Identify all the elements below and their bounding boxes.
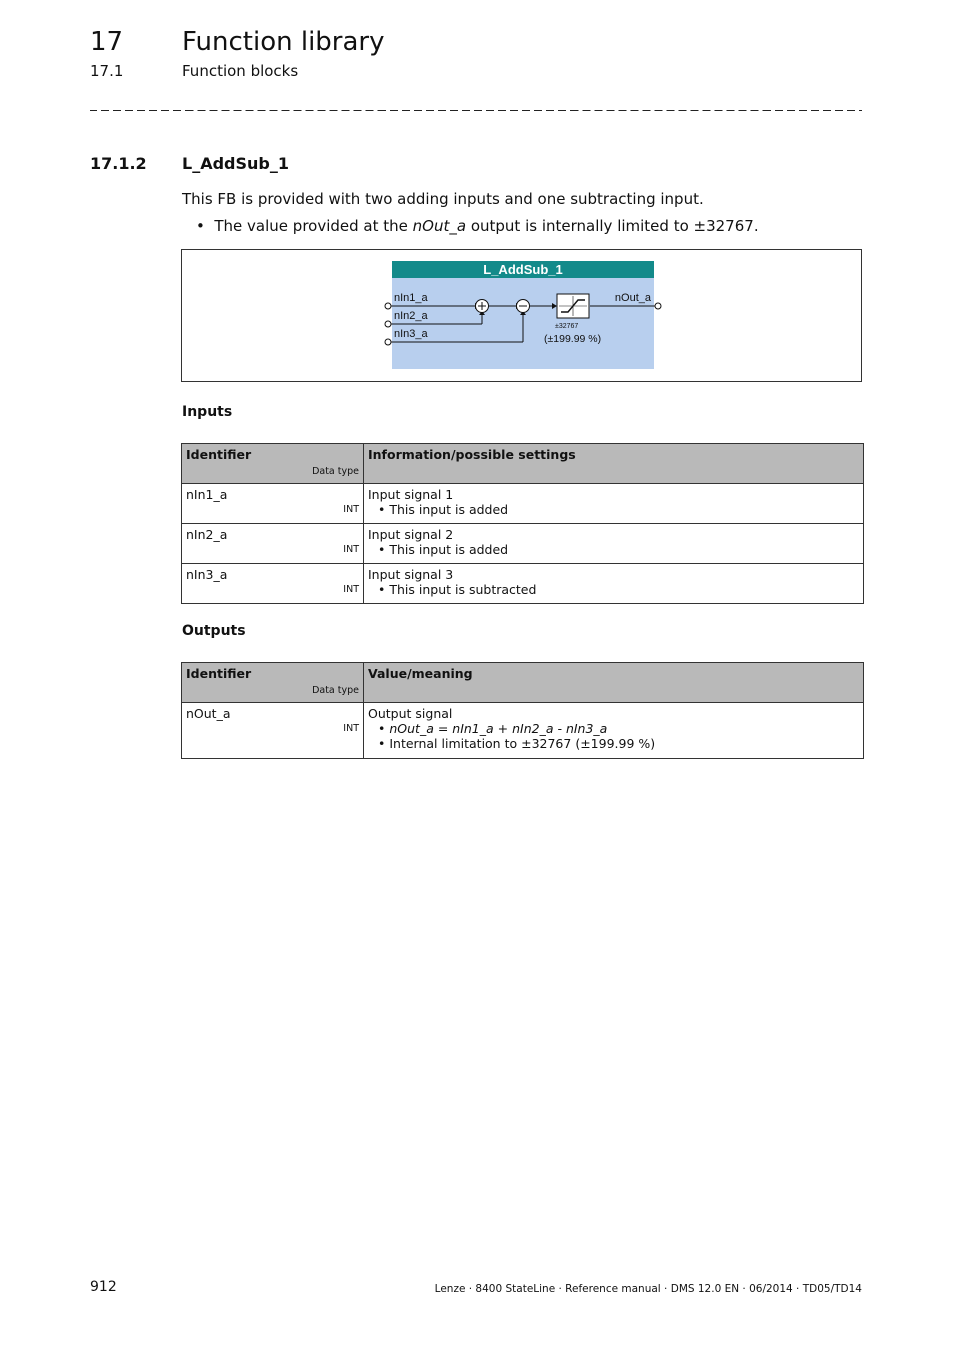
input-label-1: nIn1_a <box>394 292 428 304</box>
info-bullet: • This input is added <box>378 542 509 557</box>
identifier: nIn1_a <box>186 487 228 502</box>
input-label-2: nIn2_a <box>394 310 428 322</box>
input-pin-2 <box>385 321 391 327</box>
info-text: Input signal 2 <box>368 527 454 542</box>
page-number: 912 <box>90 1279 117 1295</box>
datatype: INT <box>343 504 359 515</box>
info-text: Input signal 3 <box>368 567 454 582</box>
section-number: 17.1 <box>90 62 124 80</box>
col-identifier-label: Identifier <box>186 666 252 681</box>
info-bullet: • This input is subtracted <box>378 582 537 597</box>
col-datatype-label: Data type <box>312 685 359 696</box>
limit-bullet: • Internal limitation to ±32767 (±199.99 %) <box>378 736 656 751</box>
subsection-number: 17.1.2 <box>90 154 147 173</box>
intro-paragraph: This FB is provided with two adding inputs and one subtracting input. <box>182 190 704 208</box>
inputs-heading: Inputs <box>182 404 233 420</box>
identifier-cell <box>182 484 364 524</box>
identifier: nIn2_a <box>186 527 228 542</box>
input-label-3: nIn3_a <box>394 328 428 340</box>
table-header-row <box>182 444 864 484</box>
subsection-title: L_AddSub_1 <box>182 154 289 173</box>
col-value: Value/meaning <box>364 663 864 703</box>
info-text: Input signal 1 <box>368 487 454 502</box>
info-cell <box>364 524 864 564</box>
footer-reference: Lenze · 8400 StateLine · Reference manual · DMS 12.0 EN · 06/2014 · TD05/TD14 <box>434 1283 862 1295</box>
block-title: L_AddSub_1 <box>483 262 563 277</box>
table-row <box>182 484 864 524</box>
limit-percent: (±199.99 %) <box>544 333 602 345</box>
limit-small: ±32767 <box>555 323 579 330</box>
datatype: INT <box>343 723 359 734</box>
output-label: nOut_a <box>614 292 651 304</box>
table-header-row <box>182 663 864 703</box>
limit-note-em: nOut_a <box>412 217 467 235</box>
limit-note-prefix: The value provided at the <box>214 217 413 235</box>
table-row <box>182 524 864 564</box>
dashed-divider <box>90 110 862 111</box>
inputs-table <box>181 443 864 604</box>
identifier: nOut_a <box>186 706 231 721</box>
value-text: Output signal <box>368 706 453 721</box>
col-identifier <box>182 444 364 484</box>
function-block-diagram <box>181 249 862 382</box>
table-row <box>182 703 864 759</box>
limit-note: • The value provided at the nOut_a output is internally limited to ±32767. <box>196 217 759 235</box>
section-title: Function blocks <box>182 62 299 80</box>
info-bullet: • This input is added <box>378 502 509 517</box>
input-pin-1 <box>385 303 391 309</box>
datatype: INT <box>343 544 359 555</box>
identifier-cell <box>182 564 364 604</box>
chapter-number: 17 <box>90 27 124 57</box>
col-info: Information/possible settings <box>364 444 864 484</box>
formula-bullet: • nOut_a = nIn1_a + nIn2_a - nIn3_a <box>378 721 608 736</box>
chapter-title: Function library <box>182 27 385 57</box>
identifier-cell <box>182 703 364 759</box>
info-cell <box>364 564 864 604</box>
datatype: INT <box>343 584 359 595</box>
outputs-table <box>181 662 864 759</box>
input-pin-3 <box>385 339 391 345</box>
identifier-cell <box>182 524 364 564</box>
col-identifier <box>182 663 364 703</box>
limit-note-suffix: output is internally limited to ±32767. <box>466 217 759 235</box>
col-datatype-label: Data type <box>312 466 359 477</box>
value-cell <box>364 703 864 759</box>
outputs-heading: Outputs <box>182 623 246 639</box>
identifier: nIn3_a <box>186 567 228 582</box>
table-row <box>182 564 864 604</box>
block-diagram-svg <box>182 250 861 381</box>
info-cell <box>364 484 864 524</box>
col-identifier-label: Identifier <box>186 447 252 462</box>
output-pin <box>655 303 661 309</box>
